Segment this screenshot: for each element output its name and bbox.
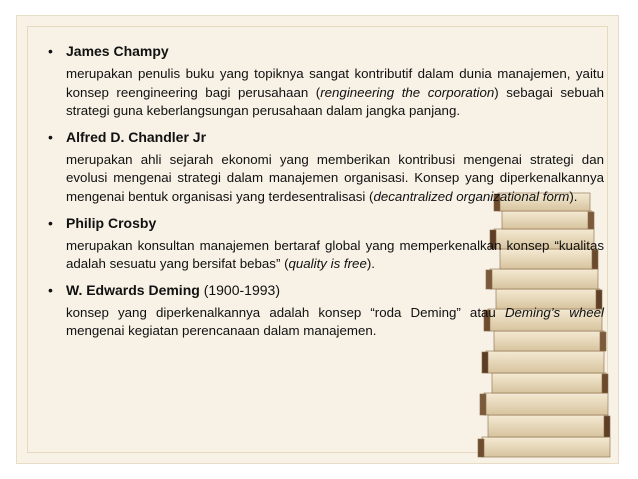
description-text: merupakan ahli sejarah ekonomi yang memberikan kontribusi mengenai strategi dan evolusi mengenai strategi dalam manajemen organisasi. Konsep yang diperkenalkannya mengenai bentuk organisasi yang terdesentralisasi ( [66,151,604,204]
item-description [66,237,604,274]
bullet-list [48,41,604,347]
item-heading [66,127,604,148]
item-description [66,151,604,207]
bullet-icon: • [48,128,53,145]
description-text: merupakan penulis buku yang topiknya sangat kontributif dalam dunia manajemen, yaitu konsep reengineering bagi perusahaan ( [66,66,604,100]
description-text: mengenai kegiatan perencanaan dalam manajemen. [66,323,377,339]
item-description [66,304,604,341]
bullet-icon: • [48,43,53,59]
bullet-icon: • [48,214,53,231]
description-text: ). [569,188,578,204]
list-item [48,127,604,207]
bullet-icon: • [48,281,53,298]
description-text: konsep yang diperkenalkannya adalah konsep “roda Deming” atau [66,304,505,320]
person-name: Philip Crosby [66,214,157,231]
italic-term: decantralized organizational form [373,188,570,204]
italic-term: quality is free [288,256,367,272]
person-name: Alfred D. Chandler Jr [66,128,207,145]
list-item [48,213,604,274]
item-heading [66,213,604,234]
description-text: ) sebagai sebuah strategi guna keberlangsungan perusahaan dalam jangka panjang. [66,84,604,119]
italic-term: Deming’s wheel [504,304,604,320]
item-heading [66,280,604,301]
person-years: (1900-1993) [199,281,280,298]
item-heading [66,41,604,62]
person-name: James Champy [66,43,169,59]
italic-term: rengineering the corporation [320,84,495,100]
description-text: ). [366,256,375,272]
description-text: merupakan konsultan manajemen bertaraf global yang memperkenalkan konsep “kualitas adalah sesuatu yang bersifat bebas” ( [66,237,604,272]
person-name: W. Edwards Deming [66,281,200,298]
item-description [66,65,604,121]
list-item [48,280,604,341]
list-item [48,41,604,121]
